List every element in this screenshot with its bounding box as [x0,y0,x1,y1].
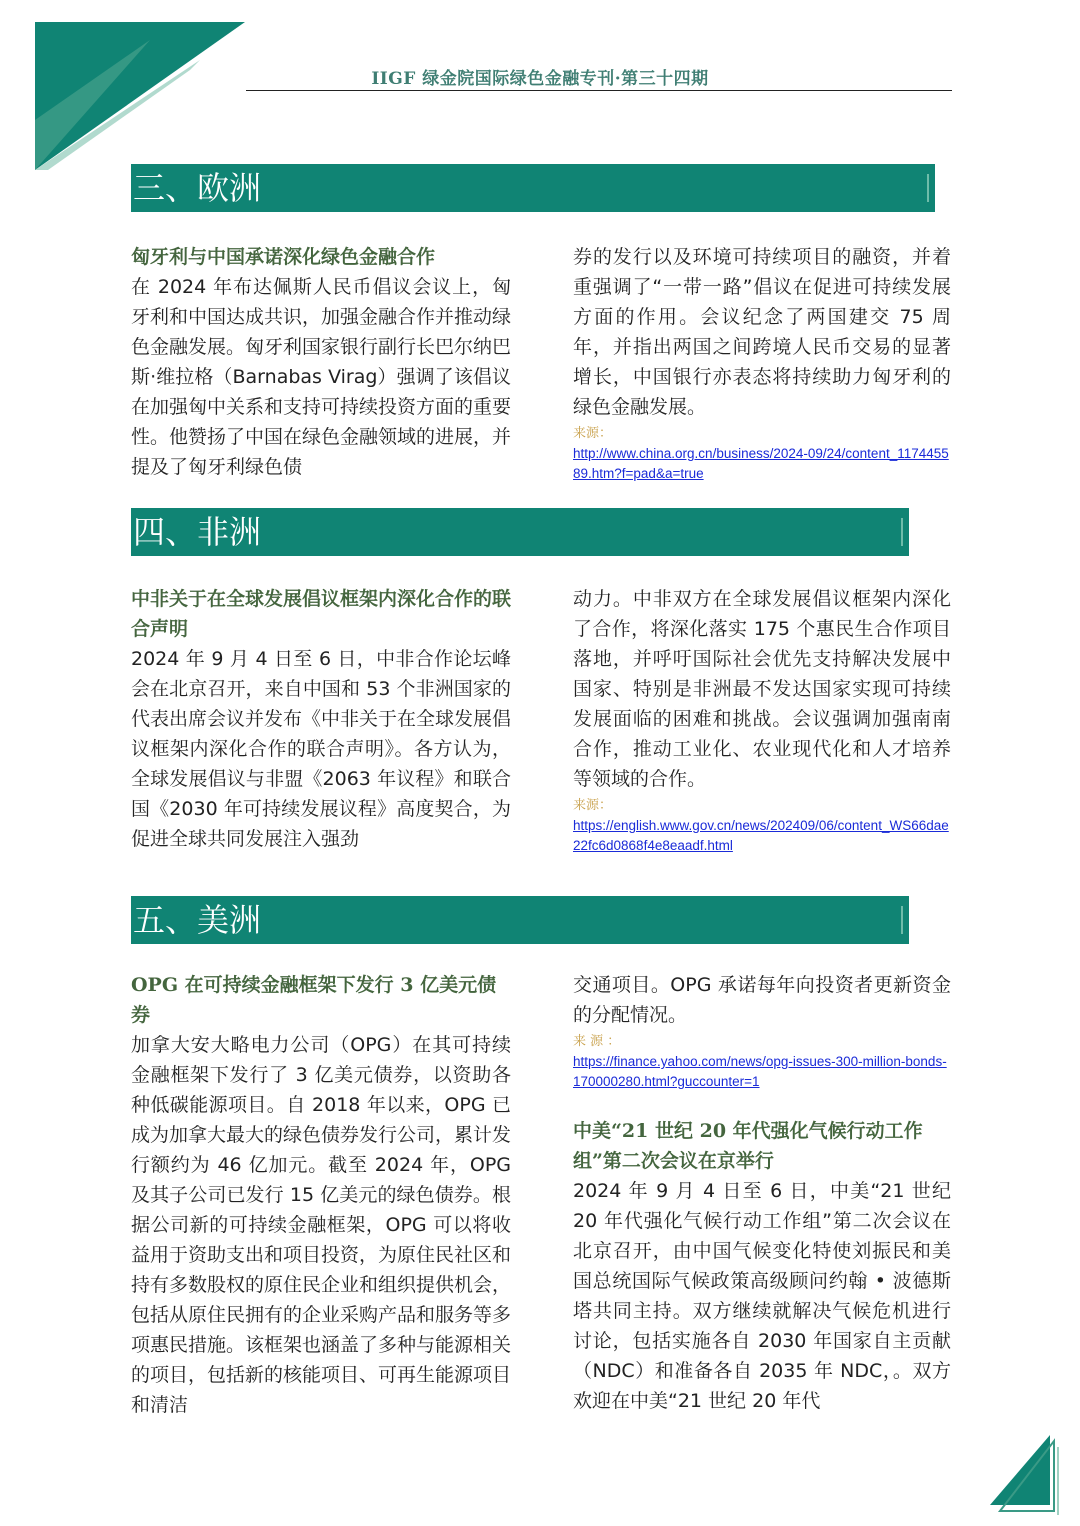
corner-decoration-top-left [0,0,260,180]
africa-article-right-column [573,584,951,856]
section-title-europe-text: 三、欧洲 [133,169,262,207]
europe-source-link[interactable]: http://www.china.org.cn/business/2024-09/24/content_117445589.htm?f=pad&a=true [573,446,949,481]
africa-source-link[interactable]: https://english.www.gov.cn/news/202409/06/content_WS66dae22fc6d0868f4e8eaadf.html [573,818,949,853]
section-title-europe [131,164,935,212]
africa-article-left-column [131,584,511,854]
section-bar-tick [901,518,903,546]
africa-article-text-left: 2024 年 9 月 4 日至 6 日，中非合作论坛峰会在北京召开，来自中国和 53 个非洲国家的代表出席会议并发布《中非关于在全球发展倡议框架内深化合作的联合声明》。各方认为，全球发展倡议与非盟《2063 年议程》和联合国《2030 年可持续发展议程》高度契合，为促进全球共同发展注入强劲 [131,648,512,850]
europe-source-label: 来源： [573,426,613,441]
section-title-africa [131,508,909,556]
americas-article2-text: 2024 年 9 月 4 日至 6 日，中美“21 世纪 20 年代强化气候行动工作组”第二次会议在北京召开，由中国气候变化特使刘振民和美国总统国际气候政策高级顾问约翰 • 波德斯塔共同主持。双方继续就解决气候危机进行讨论，包括实施各自 2030 年国家自主贡献（NDC）和准备各自 2035 年 NDC，。双方欢迎在中美“21 世纪 20 年代 [573,1180,951,1412]
section-title-americas-text: 五、美洲 [133,901,262,939]
europe-article-right-column [573,242,951,484]
europe-article-left-column [131,242,511,482]
journal-header-title: IIGF 绿金院国际绿色金融专刊·第三十四期 [371,69,709,89]
africa-article-heading: 中非关于在全球发展倡议框架内深化合作的联合声明 [131,588,512,640]
section-bar-tick [901,906,903,934]
americas-article1-left-column [131,970,511,1420]
europe-article-heading: 匈牙利与中国承诺深化绿色金融合作 [131,246,436,268]
europe-article-text-left: 在 2024 年布达佩斯人民币倡议会议上，匈牙利和中国达成共识，加强金融合作并推动绿色金融发展。匈牙利国家银行副行长巴尔纳巴斯·维拉格（Barnabas Virag）强调了该倡议在加强匈中关系和支持可持续投资方面的重要性。他赞扬了中国在绿色金融领域的进展，并提及了匈牙利绿色债 [131,276,512,478]
americas-source-label: 来 源 ： [573,1034,621,1049]
americas-source-link[interactable]: https://finance.yahoo.com/news/opg-issues-300-million-bonds-170000280.html?guccounter=1 [573,1054,947,1089]
section-title-americas [131,896,909,944]
americas-article2-heading: 中美“21 世纪 20 年代强化气候行动工作组”第二次会议在京举行 [573,1120,923,1172]
americas-article1-heading: OPG 在可持续金融框架下发行 3 亿美元债券 [131,974,497,1026]
section-title-africa-text: 四、非洲 [133,513,262,551]
header-divider [246,90,952,91]
africa-article-text-right: 动力。中非双方在全球发展倡议框架内深化了合作，将深化落实 175 个惠民生合作项目落地，并呼吁国际社会优先支持解决发展中国家、特别是非洲最不发达国家实现可持续发展面临的困难和挑战。会议强调加强南南合作，推动工业化、农业现代化和人才培养等领域的合作。 [573,588,951,790]
americas-article1-text-left: 加拿大安大略电力公司（OPG）在其可持续金融框架下发行了 3 亿美元债券，以资助各种低碳能源项目。自 2018 年以来，OPG 已成为加拿大最大的绿色债券发行公司，累计发行额约为 46 亿加元。截至 2024 年，OPG 及其子公司已发行 15 亿美元的绿色债券。根据公司新的可持续金融框架，OPG 可以将收益用于资助支出和项目投资，为原住民社区和持有多数股权的原住民企业和组织提供机会，包括从原住民拥有的企业采购产品和服务等多项惠民措施。该框架也涵盖了多种与能源相关的项目，包括新的核能项目、可再生能源项目和清洁 [131,1034,512,1416]
section-bar-tick [927,174,929,202]
africa-source-label: 来源： [573,798,613,813]
europe-article-text-right: 券的发行以及环境可持续项目的融资，并着重强调了“一带一路”倡议在促进可持续发展方面的作用。会议纪念了两国建交 75 周年，并指出两国之间跨境人民币交易的显著增长，中国银行亦表态将持续助力匈牙利的绿色金融发展。 [573,246,951,418]
americas-right-column [573,970,951,1416]
americas-article1-text-right: 交通项目。OPG 承诺每年向投资者更新资金的分配情况。 [573,974,951,1026]
corner-decoration-bottom-right [980,1425,1070,1520]
